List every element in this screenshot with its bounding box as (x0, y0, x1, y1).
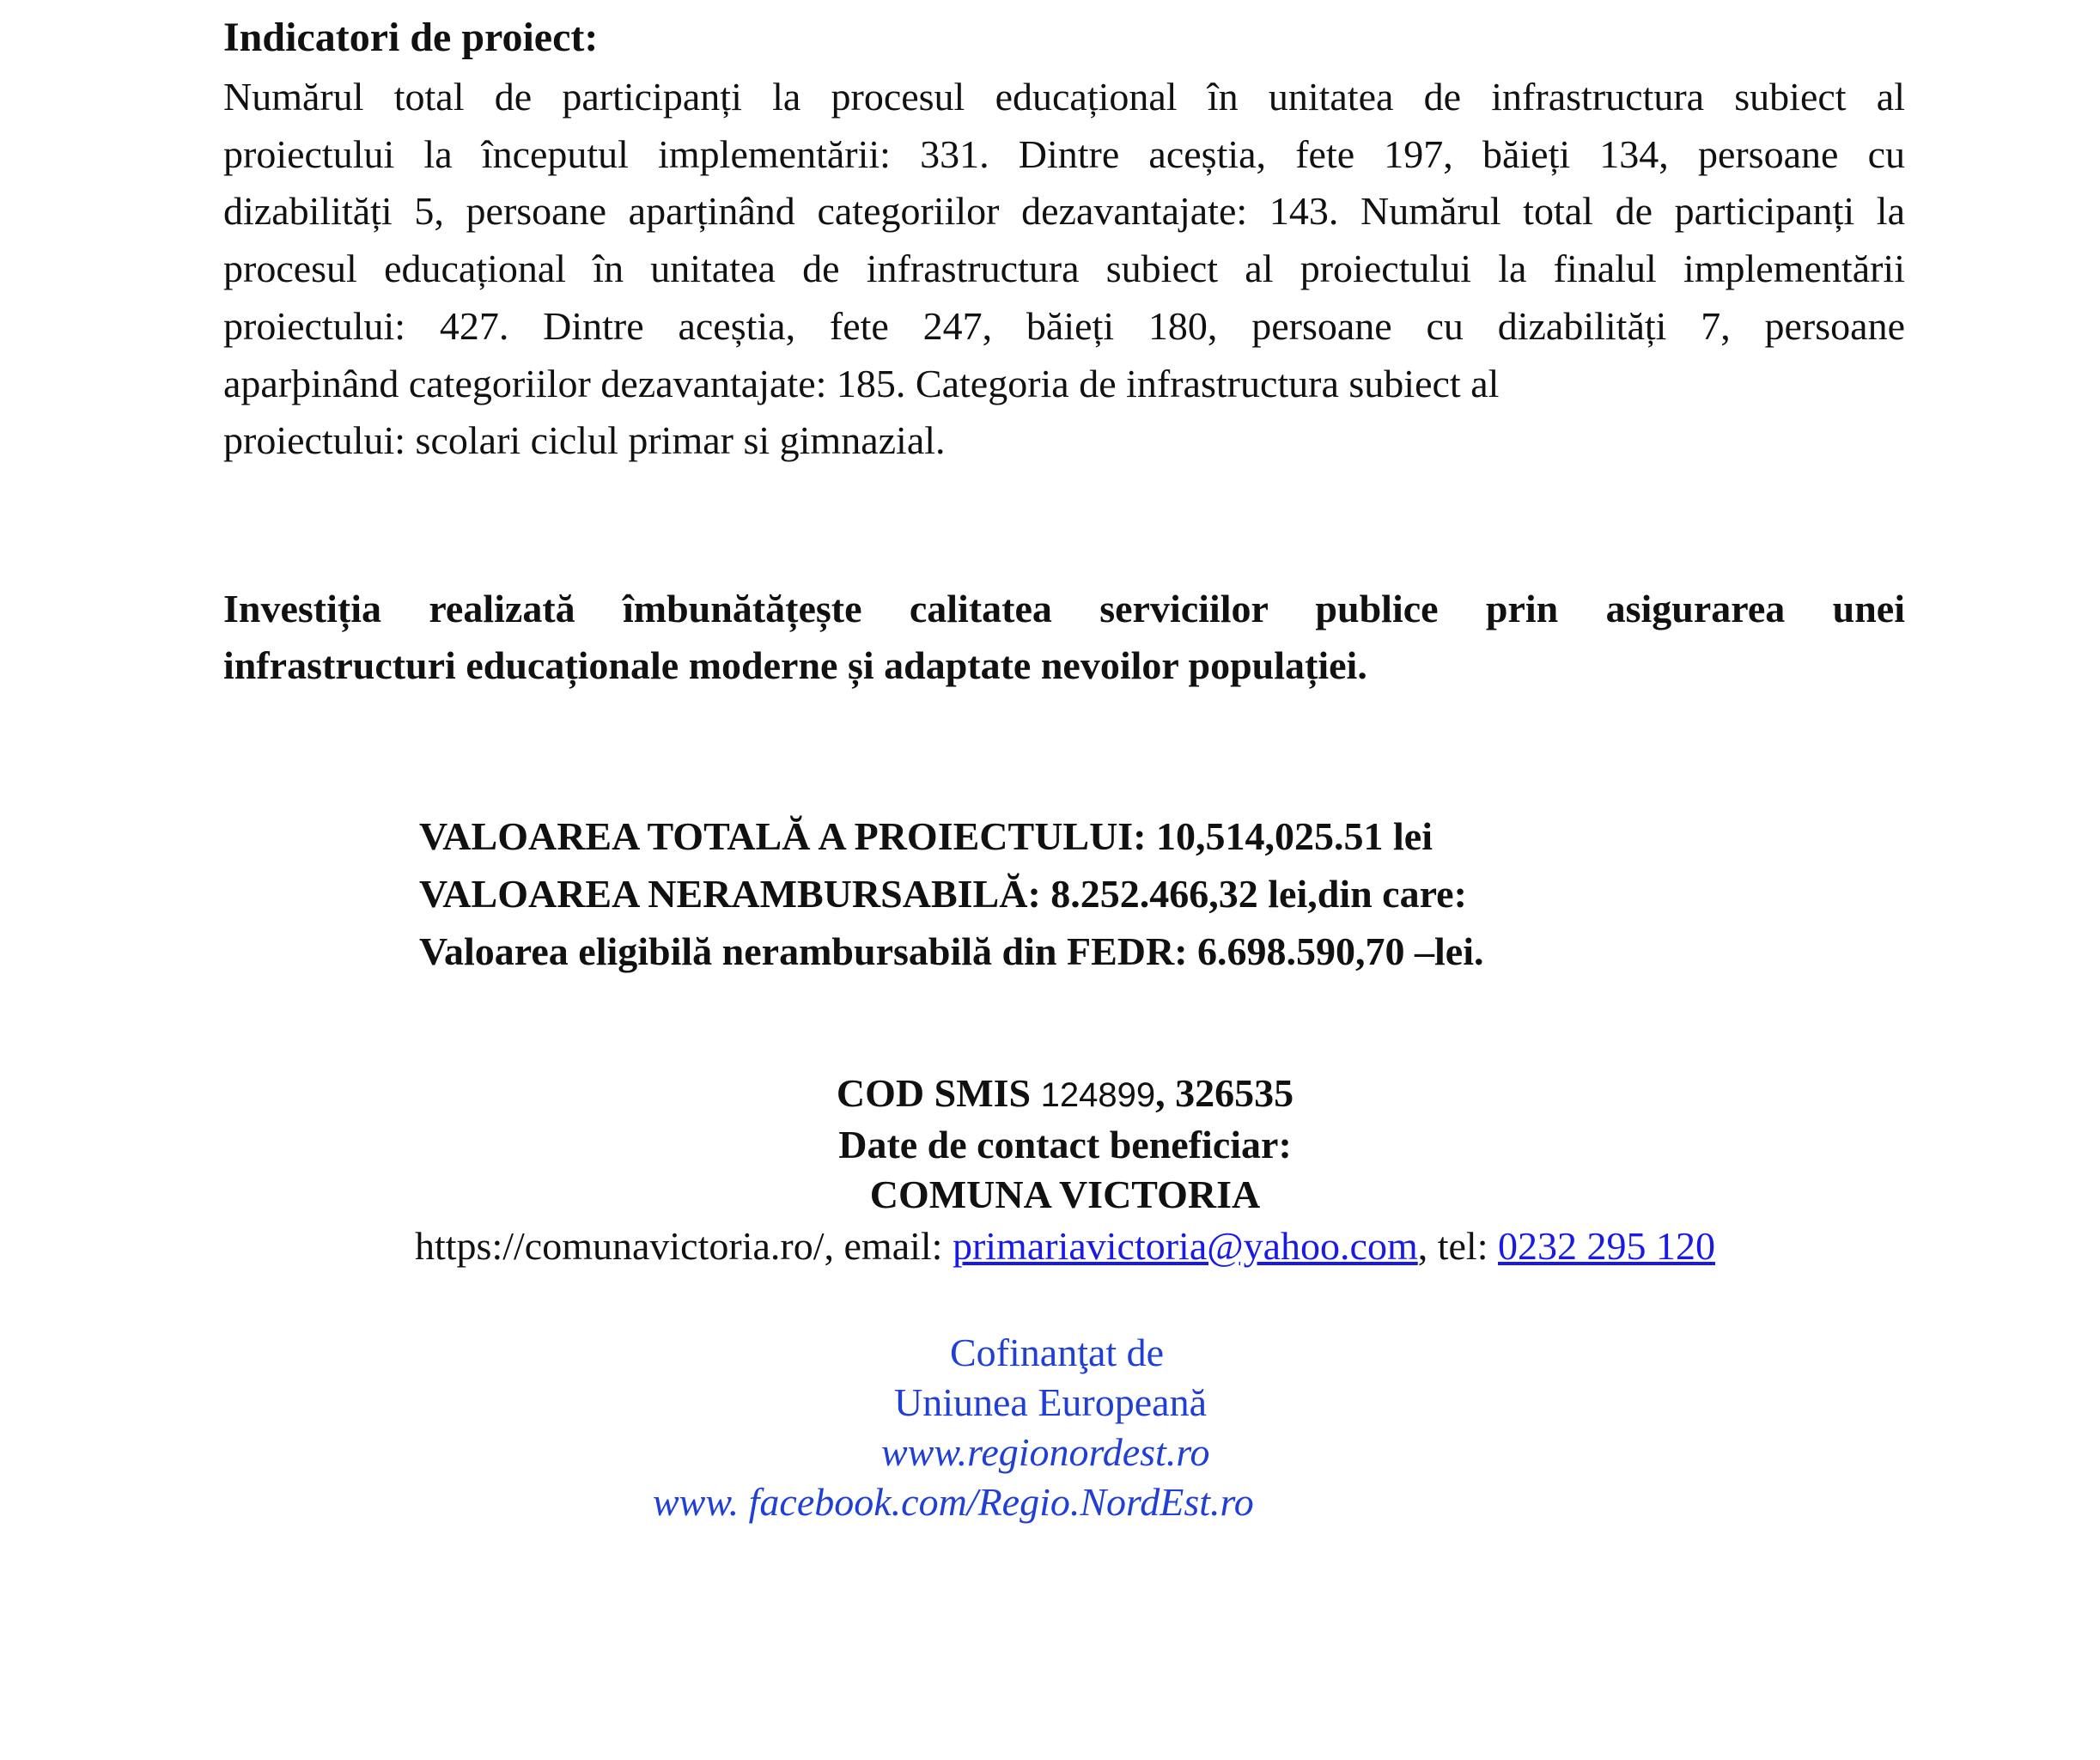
paragraph-line: aparþinând categoriilor dezavantajate: 185. Categoria de infrastructura subiect al (223, 361, 1500, 405)
facebook-link[interactable]: www. facebook.com/Regio.NordEst.ro (653, 1480, 1254, 1524)
indicators-paragraph (223, 69, 1905, 470)
contact-title: Date de contact beneficiar: (838, 1123, 1292, 1166)
european-union-label: Uniunea Europeană (894, 1380, 1208, 1424)
contact-details (0, 1220, 2100, 1273)
non-refundable-value: VALOAREA NERAMBURSABILĂ: 8.252.466,32 lei,din care: (419, 872, 1467, 916)
eligible-value: Valoarea eligibilă nerambursabilă din FEDR: 6.698.590,70 –lei. (419, 929, 1484, 973)
tel-label: , tel: (1417, 1224, 1498, 1268)
paragraph-line: procesul educațional în unitatea de infrastructura subiect al proiectului la finalul implementării (223, 247, 1905, 291)
paragraph-line: dizabilități 5, persoane aparținând categoriilor dezavantajate: 143. Numărul total de participanți la (223, 189, 1905, 234)
statement-line: infrastructuri educaționale moderne și adaptate nevoilor populației. (223, 643, 1367, 687)
phone-link[interactable]: 0232 295 120 (1498, 1224, 1715, 1268)
website-text: https://comunavictoria.ro/, email: (414, 1224, 953, 1268)
statement-line: Investiția realizată îmbunătățește calitatea serviciilor publice prin asigurarea unei (223, 587, 1905, 630)
cod-smis-label: COD SMIS (836, 1071, 1041, 1115)
cod-smis-suffix: , 326535 (1155, 1071, 1294, 1115)
paragraph-line: proiectului: 427. Dintre aceștia, fete 247, băieți 180, persoane cu dizabilități 7, persoane (223, 303, 1905, 348)
investment-statement (223, 581, 1905, 694)
cod-smis-number: 124899 (1040, 1076, 1156, 1114)
email-link[interactable]: primariavictoria@yahoo.com (952, 1224, 1418, 1268)
paragraph-line: proiectului la începutul implementării: 331. Dintre aceștia, fete 197, băieți 134, persoane cu (223, 131, 1905, 176)
cofinanced-label: Cofinanţat de (950, 1331, 1165, 1374)
paragraph-line: Numărul total de participanți la procesul educațional în unitatea de infrastructura subiect al (223, 75, 1905, 119)
paragraph-line: proiectului: scolari ciclul primar si gimnazial. (223, 418, 946, 463)
regio-website-link[interactable]: www.regionordest.ro (881, 1430, 1210, 1474)
indicators-heading: Indicatori de proiect: (223, 15, 599, 60)
total-value: VALOAREA TOTALĂ A PROIECTULUI: 10,514,025.51 lei (419, 814, 1433, 858)
project-values (419, 807, 1484, 980)
cod-smis (0, 1069, 2100, 1120)
beneficiary-name: COMUNA VICTORIA (869, 1172, 1261, 1216)
